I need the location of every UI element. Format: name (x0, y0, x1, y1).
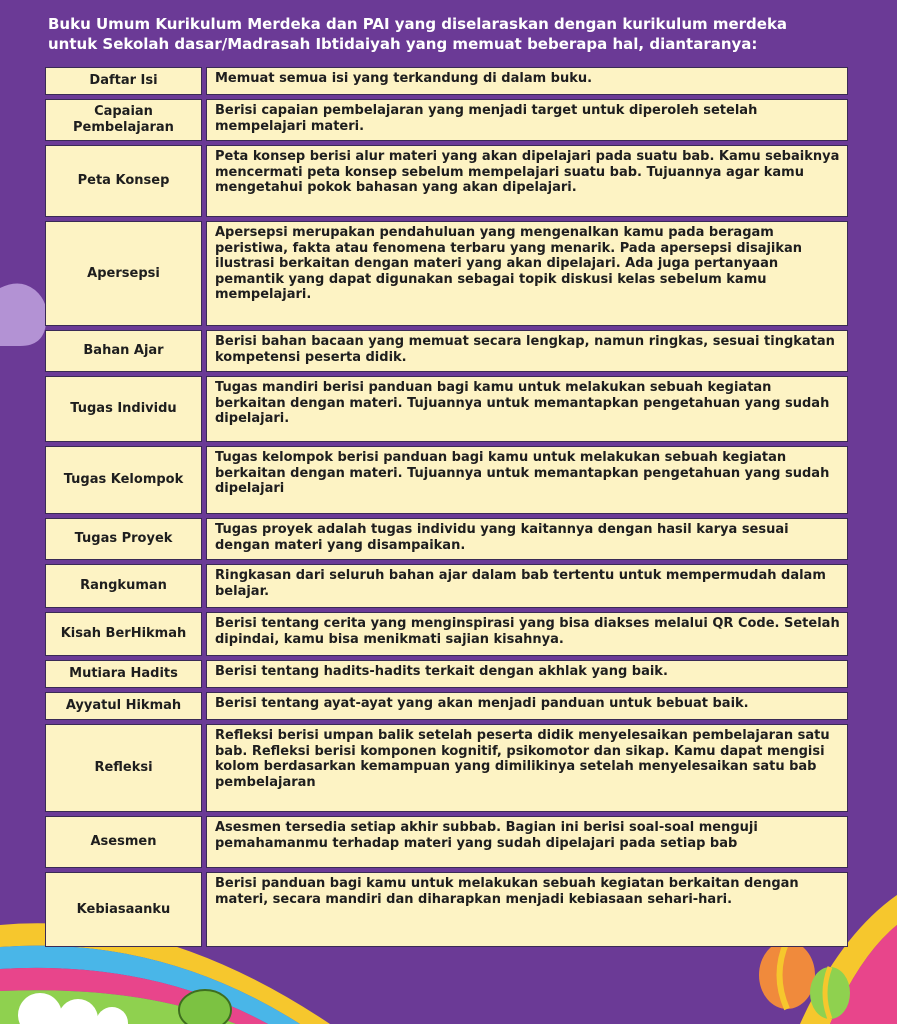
row-label: Rangkuman (45, 564, 202, 608)
table-row (45, 518, 848, 560)
row-label: Apersepsi (45, 221, 202, 326)
row-description: Berisi tentang ayat-ayat yang akan menjadi panduan untuk bebuat baik. (206, 692, 848, 720)
table-row (45, 872, 848, 947)
table-row (45, 564, 848, 608)
row-label: Refleksi (45, 724, 202, 812)
intro-line-1: Buku Umum Kurikulum Merdeka dan PAI yang diselaraskan dengan kurikulum merdeka (48, 15, 788, 33)
row-description: Memuat semua isi yang terkandung di dalam buku. (206, 67, 848, 95)
row-label: Tugas Individu (45, 376, 202, 442)
row-label: Daftar Isi (45, 67, 202, 95)
row-label: Mutiara Hadits (45, 660, 202, 688)
tree-decoration (175, 985, 235, 1024)
table-row (45, 376, 848, 442)
table-row (45, 67, 848, 95)
intro-line-2: untuk Sekolah dasar/Madrasah Ibtidaiyah yang memuat beberapa hal, diantaranya: (48, 35, 758, 53)
table-row (45, 724, 848, 812)
row-label: Asesmen (45, 816, 202, 868)
row-description: Tugas proyek adalah tugas individu yang kaitannya dengan hasil karya sesuai dengan materi yang disampaikan. (206, 518, 848, 560)
row-label: Capaian Pembelajaran (45, 99, 202, 141)
row-description: Refleksi berisi umpan balik setelah peserta didik menyelesaikan pembelajaran satu bab. Refleksi berisi komponen kognitif, psikomotor dan sikap. Kamu dapat mengisi kolom berdasarkan kemampuan yang dimilikinya setelah menyelesaikan satu bab pembelajaran (206, 724, 848, 812)
row-description: Apersepsi merupakan pendahuluan yang mengenalkan kamu pada beragam peristiwa, fakta atau fenomena terbaru yang menarik. Pada apersepsi disajikan ilustrasi berkaitan dengan materi yang akan dipelajari. Ada juga pertanyaan pemantik yang dapat digunakan sebagai topik diskusi kelas sebelum kamu mempelajari. (206, 221, 848, 326)
intro-text (48, 14, 868, 54)
row-description: Berisi capaian pembelajaran yang menjadi target untuk diperoleh setelah mempelajari materi. (206, 99, 848, 141)
row-description: Peta konsep berisi alur materi yang akan dipelajari pada suatu bab. Kamu sebaiknya mencermati peta konsep sebelum mempelajari suatu bab. Tujuannya agar kamu mengetahui pokok bahasan yang akan dipelajari. (206, 145, 848, 217)
row-description: Tugas kelompok berisi panduan bagi kamu untuk melakukan sebuah kegiatan berkaitan dengan materi. Tujuannya untuk memantapkan pengetahuan yang sudah dipelajari (206, 446, 848, 514)
row-description: Berisi tentang hadits-hadits terkait dengan akhlak yang baik. (206, 660, 848, 688)
table-row (45, 816, 848, 868)
row-label: Tugas Kelompok (45, 446, 202, 514)
row-description: Ringkasan dari seluruh bahan ajar dalam bab tertentu untuk mempermudah dalam belajar. (206, 564, 848, 608)
table-row (45, 692, 848, 720)
row-description: Asesmen tersedia setiap akhir subbab. Bagian ini berisi soal-soal menguji pemahamanmu terhadap materi yang sudah dipelajari pada setiap bab (206, 816, 848, 868)
row-description: Berisi panduan bagi kamu untuk melakukan sebuah kegiatan berkaitan dengan materi, secara mandiri dan diharapkan menjadi kebiasaan sehari-hari. (206, 872, 848, 947)
row-description: Berisi tentang cerita yang menginspirasi yang bisa diakses melalui QR Code. Setelah dipindai, kamu bisa menikmati sajian kisahnya. (206, 612, 848, 656)
table-row (45, 330, 848, 372)
row-description: Berisi bahan bacaan yang memuat secara lengkap, namun ringkas, sesuai tingkatan kompetensi peserta didik. (206, 330, 848, 372)
table-row (45, 221, 848, 326)
row-label: Tugas Proyek (45, 518, 202, 560)
feature-table (45, 67, 848, 951)
table-row (45, 99, 848, 141)
table-row (45, 660, 848, 688)
table-row (45, 145, 848, 217)
table-row (45, 446, 848, 514)
row-label: Peta Konsep (45, 145, 202, 217)
row-label: Ayyatul Hikmah (45, 692, 202, 720)
row-label: Kebiasaanku (45, 872, 202, 947)
row-description: Tugas mandiri berisi panduan bagi kamu untuk melakukan sebuah kegiatan berkaitan dengan materi. Tujuannya untuk memantapkan pengetahuan yang sudah dipelajari. (206, 376, 848, 442)
row-label: Bahan Ajar (45, 330, 202, 372)
row-label: Kisah BerHikmah (45, 612, 202, 656)
table-row (45, 612, 848, 656)
cloud-decoration (0, 278, 50, 348)
